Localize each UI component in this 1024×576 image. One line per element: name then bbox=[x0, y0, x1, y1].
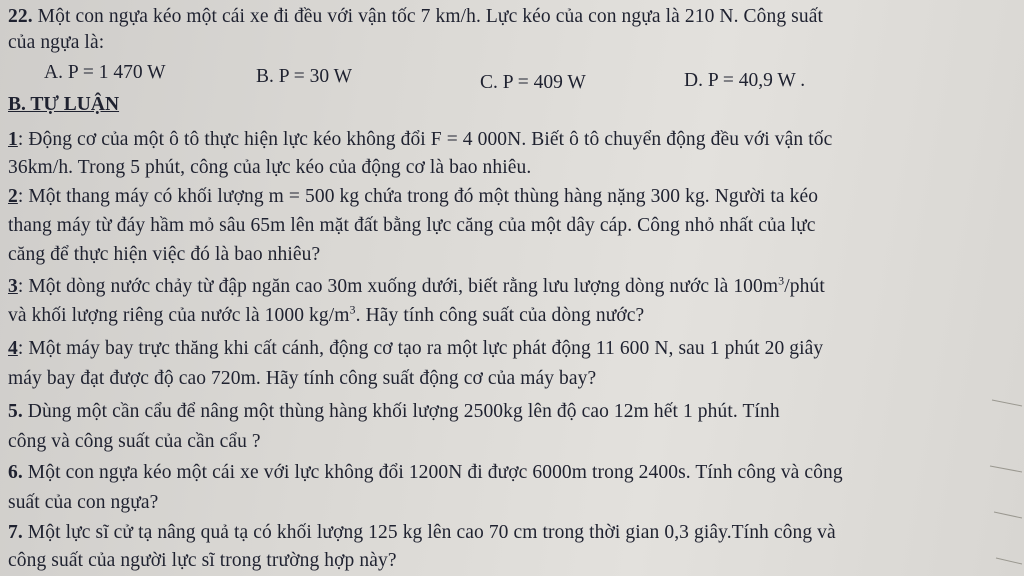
p5-line-1 bbox=[8, 401, 780, 423]
p5-text-1: Dùng một cần cẩu để nâng một thùng hàng khối lượng 2500kg lên độ cao 12m hết 1 phút. Tính bbox=[22, 401, 780, 422]
p2-text-1: : Một thang máy có khối lượng m = 500 kg chứa trong đó một thùng hàng nặng 300 kg. Người ta kéo bbox=[17, 186, 819, 207]
section-title: B. TỰ LUẬN bbox=[8, 94, 120, 115]
worksheet-page bbox=[8, 4, 983, 572]
q22-option-b: B. P = 30 W bbox=[256, 66, 353, 87]
p2-number: 2 bbox=[8, 186, 18, 207]
p3-text-2b: . Hãy tính công suất của dòng nước? bbox=[355, 305, 645, 326]
p7-text-1: Một lực sĩ cử tạ nâng quả tạ có khối lượng 125 kg lên cao 70 cm trong thời gian 0,3 giây.Tính công và bbox=[22, 522, 836, 543]
p3-number: 3 bbox=[8, 276, 18, 297]
p2-line-3: căng để thực hiện việc đó là bao nhiêu? bbox=[8, 244, 321, 265]
p6-number: 6. bbox=[8, 462, 23, 483]
p1-number: 1 bbox=[8, 129, 18, 150]
p5-line-2: công và công suất của cần cẩu ? bbox=[8, 431, 261, 452]
p6-line-1 bbox=[8, 462, 843, 484]
q22-line-2: của ngựa là: bbox=[8, 32, 105, 53]
q22-number: 22. bbox=[8, 6, 33, 27]
q22-text-1: Một con ngựa kéo một cái xe đi đều với vận tốc 7 km/h. Lực kéo của con ngựa là 210 N. Công suất bbox=[37, 6, 823, 27]
p4-line-2: máy bay đạt được độ cao 720m. Hãy tính công suất động cơ của máy bay? bbox=[8, 368, 597, 389]
p3-text-1b: /phút bbox=[784, 276, 825, 297]
p2-line-1 bbox=[8, 186, 818, 208]
p6-text-1: Một con ngựa kéo một cái xe với lực không đổi 1200N đi được 6000m trong 2400s. Tính công và công bbox=[22, 462, 843, 483]
p7-line-2: công suất của người lực sĩ trong trường hợp này? bbox=[8, 550, 397, 571]
p1-text-1: : Động cơ của một ô tô thực hiện lực kéo không đổi F = 4 000N. Biết ô tô chuyển động đều với vận tốc bbox=[17, 129, 833, 150]
p1-line-1 bbox=[8, 129, 832, 151]
p6-line-2: suất của con ngựa? bbox=[8, 492, 159, 513]
q22-option-d: D. P = 40,9 W . bbox=[684, 70, 806, 91]
p7-number: 7. bbox=[8, 522, 23, 543]
q22-line-1 bbox=[8, 6, 823, 28]
p3-line-2 bbox=[8, 302, 645, 327]
p3-sup-2: 3 bbox=[349, 302, 356, 317]
p3-text-2a: và khối lượng riêng của nước là 1000 kg/m bbox=[8, 305, 350, 326]
p4-number: 4 bbox=[8, 338, 18, 359]
p4-text-1: : Một máy bay trực thăng khi cất cánh, động cơ tạo ra một lực phát động 11 600 N, sau 1 phút 20 giây bbox=[17, 338, 824, 359]
p3-sup-1: 3 bbox=[778, 273, 785, 288]
p1-line-2: 36km/h. Trong 5 phút, công của lực kéo của động cơ là bao nhiêu. bbox=[8, 157, 532, 178]
p7-line-1 bbox=[8, 522, 836, 544]
p5-number: 5. bbox=[8, 401, 23, 422]
p3-line-1 bbox=[8, 273, 825, 298]
q22-option-a: A. P = 1 470 W bbox=[44, 62, 166, 83]
p2-line-2: thang máy từ đáy hầm mỏ sâu 65m lên mặt đất bằng lực căng của một dây cáp. Công nhỏ nhất của lực bbox=[8, 215, 816, 236]
p3-text-1a: : Một dòng nước chảy từ đập ngăn cao 30m xuống dưới, biết rằng lưu lượng dòng nước là 100m bbox=[17, 276, 779, 297]
p4-line-1 bbox=[8, 338, 823, 360]
q22-option-c: C. P = 409 W bbox=[480, 72, 586, 93]
margin-marks bbox=[984, 380, 1024, 576]
